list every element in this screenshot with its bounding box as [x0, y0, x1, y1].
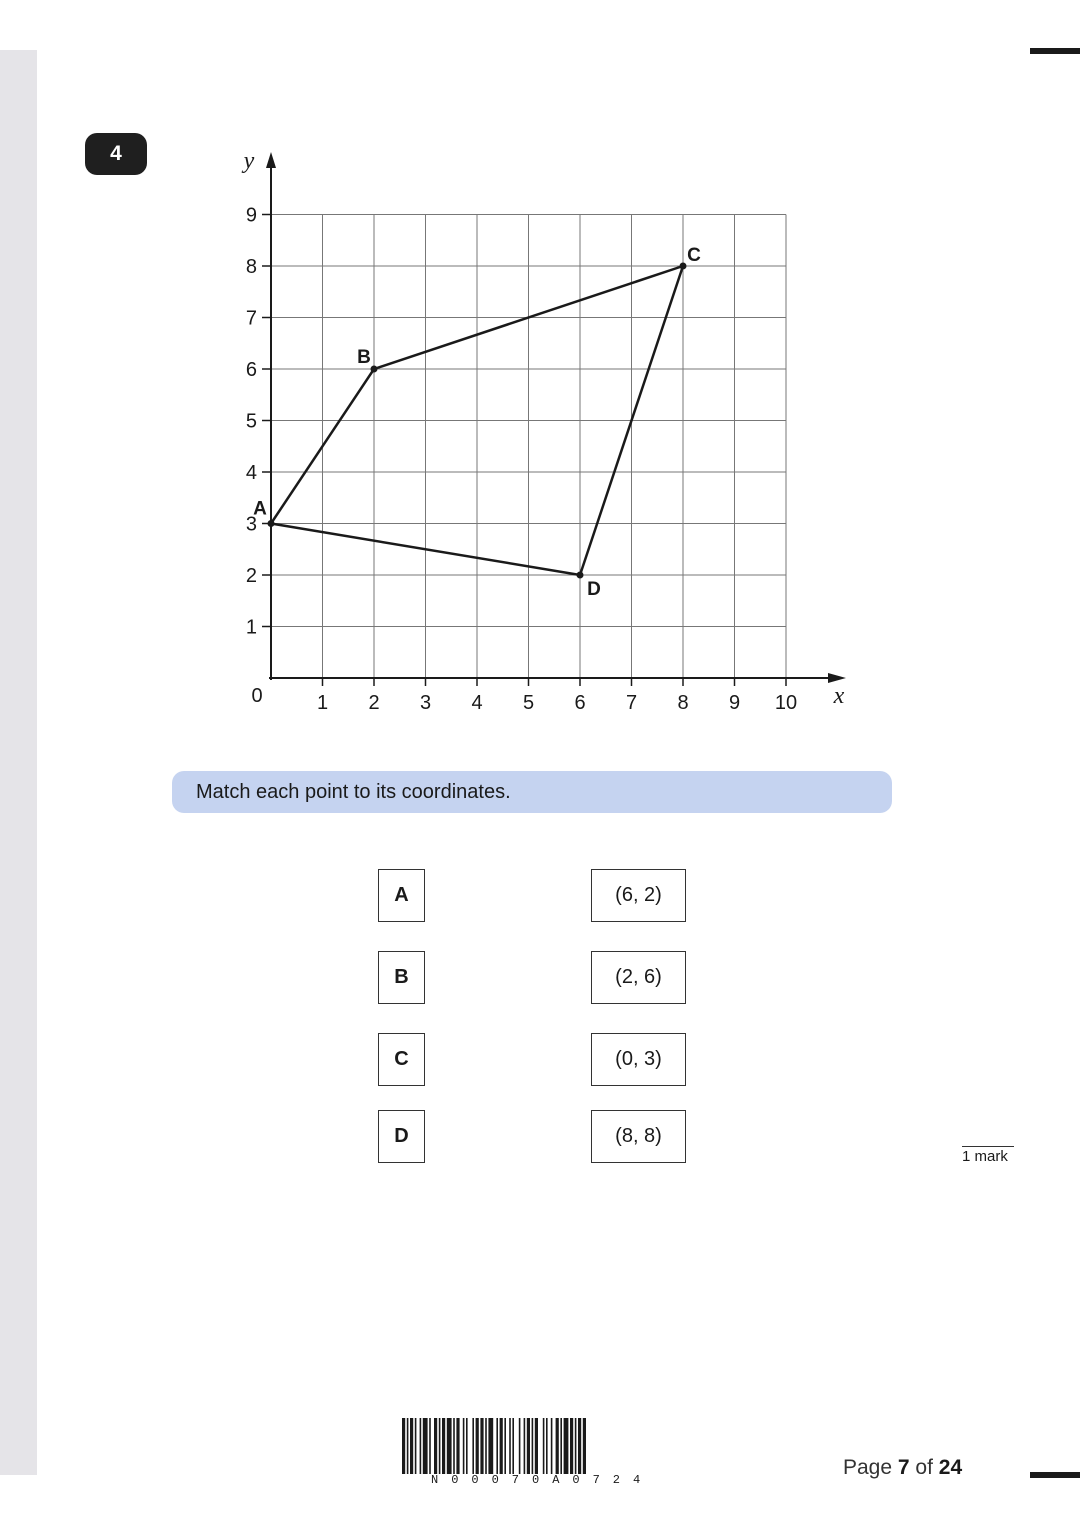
barcode-bar [420, 1418, 422, 1474]
barcode-bar [509, 1418, 511, 1474]
point-label-c: C [687, 245, 701, 266]
y-tick-label: 7 [245, 307, 257, 330]
page-current: 7 [897, 1456, 910, 1479]
y-tick-label: 9 [245, 204, 257, 227]
barcode-bar [480, 1418, 483, 1474]
x-tick-label: 3 [419, 692, 432, 714]
barcode-bar [463, 1418, 465, 1474]
barcode-bar [442, 1418, 445, 1474]
x-tick-label: 7 [625, 692, 638, 714]
barcode-bar [423, 1418, 428, 1474]
y-tick-label: 5 [245, 410, 257, 433]
barcode-bar [519, 1418, 521, 1474]
barcode-bar [512, 1418, 514, 1474]
barcode-bar [578, 1418, 581, 1474]
point-label-d: D [587, 579, 601, 600]
y-tick-label: 2 [245, 565, 257, 587]
point-label-b: B [357, 347, 371, 368]
coordinate-box-4[interactable]: (8, 8) [591, 1110, 686, 1163]
x-tick-label: 6 [574, 692, 586, 714]
registration-mark-top [1030, 48, 1080, 54]
origin-label: 0 [251, 685, 263, 707]
barcode-bar [556, 1418, 559, 1474]
barcode-bar [535, 1418, 538, 1474]
registration-mark-bottom [1030, 1472, 1080, 1478]
barcode-bar [524, 1418, 526, 1474]
barcode-bar [402, 1418, 405, 1474]
barcode-bar [532, 1418, 534, 1474]
x-tick-label: 1 [316, 692, 329, 714]
x-tick-label: 9 [728, 692, 741, 714]
y-tick-label: 3 [245, 513, 257, 536]
x-tick-label: 4 [471, 692, 483, 714]
page-number [843, 1456, 962, 1480]
instruction-banner [172, 771, 892, 813]
page-total: 24 [938, 1456, 963, 1479]
point-label-a: A [253, 498, 267, 520]
barcode-bar [551, 1418, 553, 1474]
point-box-b[interactable]: B [378, 951, 425, 1004]
x-tick-label: 10 [774, 692, 798, 714]
x-tick-label: 5 [522, 692, 535, 714]
page-of: of [915, 1456, 933, 1479]
barcode-text: N00070A0724 [431, 1473, 654, 1487]
y-axis-label: y [243, 148, 255, 174]
barcode-bar [496, 1418, 498, 1474]
barcode-bar [407, 1418, 409, 1474]
point-box-c[interactable]: C [378, 1033, 425, 1086]
y-tick-label: 4 [245, 462, 257, 484]
y-tick-label: 6 [245, 359, 257, 381]
barcode-bar [439, 1418, 441, 1474]
point-b [371, 366, 378, 373]
point-a [268, 520, 275, 527]
barcode-bar [476, 1418, 479, 1474]
barcode-bar [429, 1418, 431, 1474]
barcode-bar [415, 1418, 417, 1474]
point-box-d[interactable]: D [378, 1110, 425, 1163]
x-tick-label: 8 [677, 692, 689, 714]
barcode-bar [543, 1418, 545, 1474]
x-axis-arrow [828, 673, 846, 683]
coordinate-box-1[interactable]: (6, 2) [591, 869, 686, 922]
barcode-bar [504, 1418, 506, 1474]
page-prefix: Page [843, 1456, 893, 1479]
coordinate-grid-chart [200, 140, 860, 730]
x-tick-label: 2 [368, 692, 380, 714]
y-axis-arrow [266, 152, 276, 168]
barcode-bar [434, 1418, 437, 1474]
instruction-text: Match each point to its coordinates. [196, 781, 511, 803]
y-tick-label: 8 [245, 256, 257, 278]
barcode-bar [466, 1418, 468, 1474]
point-d [577, 572, 584, 579]
question-number-badge: 4 [85, 133, 147, 175]
x-axis-label: x [833, 683, 845, 709]
barcode-bar [583, 1418, 586, 1474]
point-box-a[interactable]: A [378, 869, 425, 922]
barcode [402, 1418, 702, 1476]
mark-allocation: 1 mark [962, 1146, 1014, 1165]
y-tick-label: 1 [245, 616, 257, 639]
barcode-bar [500, 1418, 503, 1474]
barcode-bar [453, 1418, 455, 1474]
barcode-bar [488, 1418, 493, 1474]
barcode-bar [456, 1418, 459, 1474]
barcode-bar [410, 1418, 413, 1474]
barcode-bar [472, 1418, 474, 1474]
coordinate-box-2[interactable]: (2, 6) [591, 951, 686, 1004]
barcode-bar [570, 1418, 573, 1474]
barcode-bar [560, 1418, 562, 1474]
point-c [680, 263, 687, 270]
barcode-bar [485, 1418, 487, 1474]
barcode-bar [564, 1418, 569, 1474]
barcode-bar [575, 1418, 577, 1474]
margin-strip [0, 50, 37, 1475]
coordinate-box-3[interactable]: (0, 3) [591, 1033, 686, 1086]
barcode-bar [546, 1418, 548, 1474]
barcode-bar [447, 1418, 452, 1474]
barcode-bar [527, 1418, 530, 1474]
